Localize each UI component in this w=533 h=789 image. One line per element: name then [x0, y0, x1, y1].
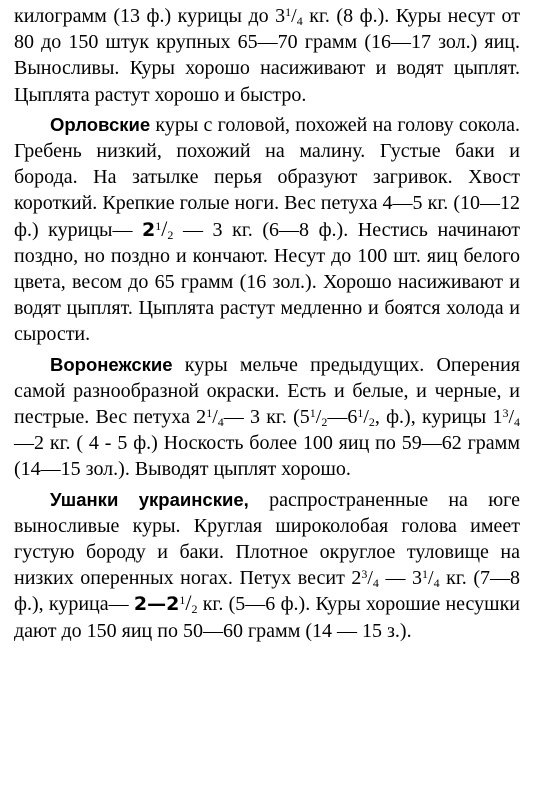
fraction-denominator: 2 [321, 415, 328, 430]
fraction-denominator: 2 [167, 227, 174, 242]
text-run: куры мельче предыдущих. Оперения самой разнообразной окраски. Есть и белые, и черные, и пестрые. Вес петуха 2 [14, 353, 520, 429]
fraction-denominator: 4 [372, 576, 379, 591]
text-run: кг. (5—6 ф.). Куры хорошие несушки дают до 150 яиц по 50—60 грамм (14 — 15 з.). [14, 593, 520, 642]
fraction-numerator: 1 [206, 406, 213, 421]
fraction-numerator: 1 [357, 406, 364, 421]
fraction-denominator: 4 [514, 415, 521, 430]
paragraph-orlovskie [14, 112, 520, 348]
text-run: —6 [327, 406, 358, 429]
fraction-numerator: 1 [155, 218, 162, 233]
paragraph-ushanki: Ушанки украинские, распространенные на юге выносливые куры. Круглая широколобая голова имеет густую бороду и баки. Плотное округлое туловище на низких оперенных ногах. Петух весит $2^3/_4$ — $3^1/_4$ кг. (7—8 ф.), курица— $2—2^1/_2$ кг. (5—6 ф.). Куры хорошие несушки дают до 150 яиц по 50—60 грамм (14 — 15 з.). [14, 488, 520, 642]
paragraph-voronezhskie: Воронежские куры мельче предыдущих. Оперения самой разнообразной окраски. Есть и белые, и черные, и пестрые. Вес петуха $2^1/_4—$ 3 кг. ($5^1/_2—6^1/_2$, ф.), курицы $1^3/_4—2$ кг. ( 4 - 5 ф.) Носкость более 100 яиц по 59—62 грамм (14—15 зол.). Выводят цыплят хорошо. [14, 353, 521, 481]
large-number: 2—2 [133, 593, 180, 616]
fraction-slash: / [185, 590, 192, 616]
breed-heading-orlovskie: Орловские [50, 113, 151, 135]
text-run: —2 кг. ( 4 - 5 ф.) Носкость более 100 яиц по 59—62 грамм (14—15 зол.). Выводят цыплят хорошо. [14, 432, 520, 481]
text-run: куры с головой, похожей на голову сокола. Гребень низкий, похожий на малину. Густые баки и борода. На затылке перья образуют загривок. Хвост короткий. Крепкие голые ноги. Вес петуха 4—5 кг. (10—12 ф.) курицы— [14, 113, 520, 241]
text-run: распространенные на юге выносливые куры. Круглая широколобая голова имеет густую бороду и баки. Плотное округлое туловище на низких оперенных ногах. Петух весит 2 [14, 488, 520, 590]
text-run: кг. (7—8 ф.), курица— [14, 567, 520, 616]
fraction-numerator: 1 [179, 593, 186, 608]
fraction-numerator: 3 [361, 567, 368, 582]
text-run: кг. (8 ф.). Куры несут от 80 до 150 штук крупных 65—70 грамм (16—17 зол.) яиц. Выносливы. Куры хорошо насиживают и водят цыплят. Цыплята растут хорошо и быстро. [14, 5, 520, 106]
fraction-denominator: 2 [191, 602, 198, 617]
fraction-slash: / [161, 215, 168, 241]
fraction-denominator: 4 [433, 576, 440, 591]
text-run: — 3 кг. (5 [223, 406, 310, 429]
text-run: , ф.), курицы 1 [374, 406, 503, 429]
fraction-numerator: 1 [422, 567, 429, 582]
fraction-denominator: 4 [296, 14, 303, 28]
fraction-denominator: 2 [368, 415, 375, 430]
breed-heading-ushanki: Ушанки украинские, [50, 488, 249, 510]
fraction-denominator: 4 [217, 415, 224, 430]
paragraph-continuation: килограмм (13 ф.) курицы до $3^1/_4$ кг. (8 ф.). Куры несут от 80 до 150 штук крупных 65—70 грамм (16—17 зол.) яиц. Выносливы. Куры хорошо насиживают и водят цыплят. Цыплята растут хорошо и быстро. [14, 5, 520, 106]
fraction-numerator: 1 [309, 406, 316, 421]
large-number: 2 [142, 218, 156, 241]
text-run: килограмм (13 ф.) курицы до 3 [14, 5, 286, 27]
text-run: — 3 [378, 567, 423, 590]
fraction-numerator: 1 [285, 5, 292, 19]
text-run: — 3 кг. (6—8 ф.). Нестись начинают поздно, но поздно и кончают. Несут до 100 шт. яиц белого цвета, весом до 65 грамм (16 зол.). Хорошо насиживают и водят цыплят. Цыплята растут медленно и боятся холода и сырости. [14, 218, 520, 346]
document-page [14, 3, 520, 644]
fraction-numerator: 3 [502, 406, 509, 421]
breed-heading-voronezhskie: Воронежские [50, 353, 173, 375]
